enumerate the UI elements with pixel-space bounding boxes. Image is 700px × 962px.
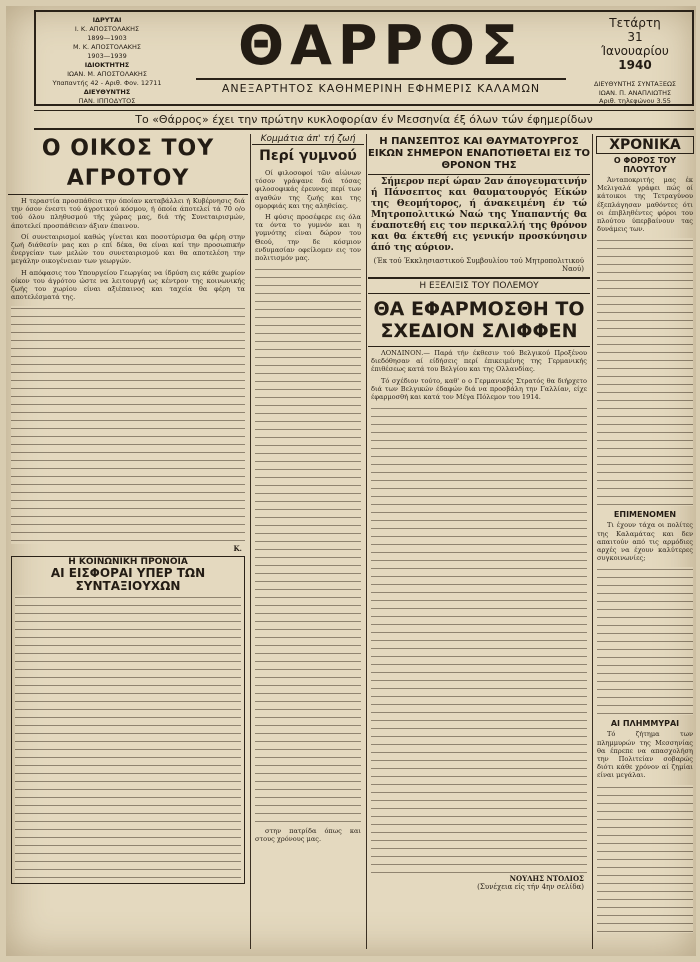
article-text-filler: [594, 783, 696, 933]
founder-2-years: 1903—1939: [87, 52, 127, 60]
article-text-filler: [368, 404, 590, 874]
day-number: 31: [627, 30, 643, 44]
founders-label: ΙΔΡΥΤΑΙ: [92, 16, 122, 24]
founder-1-years: 1899—1903: [87, 34, 127, 42]
lead-paragraph: Σήμερον περί ώραν 2αν άπογευματινήν ή Πάνσεπτος και θαυματουργός Είκών της Θεομήτορος, ή άνακειμένη έν τώ Μητροπολιτικώ Ναώ της Υπαπαντής θα έναποτεθή εις τον περικαλλή της θρόνον και θα έκτεθή εις γενικήν προσκύνησιν άπό της αύριον.: [371, 177, 587, 253]
column-rule: [366, 134, 367, 949]
box-koinoniki-pronoia: [11, 556, 245, 884]
war-kicker: Η ΕΞΕΛΙΞΙΣ ΤΟΥ ΠΟΛΕΜΟΥ: [368, 277, 590, 294]
column-eikon-polemos: [368, 134, 590, 954]
title-rule: [196, 78, 566, 80]
article-signature: ΝΟΥΛΗΣ ΝΤΟΛΙΟΣ: [509, 874, 584, 884]
article-paragraph: Η φύσις προσέφερε εις όλα τα όντα το γυμνόν και η γυμνότης είναι δώρον του Θεού, την δε κόσμιον ενδυμασίαν οφείλομεν εις τον πολιτισμόν μας.: [255, 213, 361, 263]
publisher-name: ΙΩΑΝ. Μ. ΑΠΟΣΤΟΛΑΚΗΣ: [67, 70, 147, 78]
article-paragraph: Οί φιλοσοφοί τῶν αἰώνων τόσον γράψανε διά τόσας φιλοσοφικάς έρευνας περί των αγαθών της ζωής και της ομορφιάς και της αληθείας.: [255, 169, 361, 210]
article-text-filler: [594, 236, 696, 506]
war-headline: ΘΑ ΕΦΑΡΜΟΣΘΗ ΤΟ ΣΧΕΔΙΟΝ ΣΛΙΦΦΕΝ: [368, 294, 590, 347]
article-paragraph: Η τεραστία προσπάθεια την όποίαν καταβάλλει ή Κυβέρνησις διά την όσον ένεστι τού άγροτικού κόσμου, ή όποία άποτελεί τά 70 ο/ο τού όλου πληθυσμού τής χώρας μας, διά τής Συνεταιρισμών, άποτελεί προσπάθειαν άξιαν έπαινου.: [11, 197, 245, 230]
article-paragraph: Τό σχέδιον τούτο, καθ' ο ο Γερμανικός Στρατός θα διήρχετο διά των Βελγικών έδαφών διά να προσβάλη την Γαλλίαν, είχε έφαρμοσθή και κατά τον Μέγα Πόλεμον του 1914.: [371, 376, 587, 402]
founder-1: Ι. Κ. ΑΠΟΣΤΟΛΑΚΗΣ: [74, 25, 140, 33]
headline-peri-gymnou: Περί γυμνού: [259, 148, 357, 164]
subhead-epimenomen: ΕΠΙΜΕΝΟΜΕΝ: [613, 510, 677, 520]
column-peri-gymnou: [252, 134, 364, 954]
section-chronika: ΧΡΟΝΙΚΑ: [596, 136, 694, 154]
circulation-banner: Το «Θάρρος» έχει την πρώτην κυκλοφορίαν έν Μεσσηνία έξ όλων τών έφημερίδων: [34, 110, 694, 130]
newspaper-subtitle: ΑΝΕΞΑΡΤΗΤΟΣ ΚΑΘΗΜΕΡΙΝΗ ΕΦΗΜΕΡΙΣ ΚΑΛΑΜΩΝ: [221, 82, 541, 95]
column-chronika: [594, 134, 696, 954]
publisher-address: Υπαπαντής 42 - Αριθ. Φον. 12711: [52, 79, 162, 87]
phone: Αριθ. τηλεφώνου 3.55: [599, 97, 671, 105]
article-paragraph: Άνταποκριτής μας έκ Μελιγαλά γράφει πώς οί κάτοικοι της Τετραγύνου έξεπλάγησαν μαθόντες ότι οι έπιβληθέντες φόροι του πλούτου ύπερβαίνουν τας δυνάμεις των.: [597, 176, 693, 234]
column-oikos-agrotou: [8, 134, 248, 954]
box-text-filler: [12, 593, 244, 883]
editor-name: ΙΩΑΝ. Π. ΑΝΑΠΛΙΩΤΗΣ: [598, 88, 672, 97]
lead-source: (Έκ τού Έκκλησιαστικού Συμβουλίου τού Μητροπολιτικού Ναού): [373, 257, 584, 273]
column-rule: [592, 134, 593, 949]
masthead: [34, 10, 694, 106]
month: Ίανουαρίου: [601, 44, 669, 58]
headline-oikos-agrotou: Ο ΟΙΚΟΣ ΤΟΥ ΑΓΡΟΤΟΥ: [8, 134, 248, 195]
subhead-foros: Ο ΦΟΡΟΣ ΤΟΥ ΠΛΟΥΤΟΥ: [613, 156, 677, 174]
article-paragraph: ΛΟΝΔΙΝΟΝ.— Παρά τήν έκθεσιν τού Βελγικού Προξένου διεδόθησαν αί είδήσεις περί έπικειμένης της Γερμανικής έπιθέσεως κατά του Βελγίου και της Ολλανδίας.: [371, 349, 587, 374]
newspaper-title: ΘΑΡΡΟΣ: [238, 14, 524, 77]
continued-note: (Συνέχεια είς τήν 4ην σελίδα): [477, 883, 584, 892]
article-paragraph: Τι έχουν τάχα οι πολίτες της Καλαμάτας και δεν απαιτούν από τις αρμόδιες αρχές να έχουν καλύτερες συγκοινωνίες;: [597, 521, 693, 563]
weekday: Τετάρτη: [609, 16, 661, 30]
founders-block: [42, 16, 172, 106]
box-kicker: Η ΚΟΙΝΩΝΙΚΗ ΠΡΟΝΟΙΑ: [68, 557, 188, 568]
director-name: ΠΑΝ. ΙΠΠΟΔΥΤΟΣ: [78, 97, 136, 105]
publisher-label: ΙΔΙΟΚΤΗΤΗΣ: [84, 61, 130, 69]
article-text-filler: [594, 565, 696, 715]
founder-2: Μ. Κ. ΑΠΟΣΤΟΛΑΚΗΣ: [73, 43, 141, 51]
article-paragraph: Οί συνεταιρισμοί καθώς γίνεται και ποσοτύρισμα θα φέρη στην ζωή διάθεσίν μας και ρ επί δέκα, θα είναι καί την προσωπικήν ένεργείαν των μελών του συνεταιρισμού και θα αποτελέση την μεγάλην οικογένειαν των γεωργών.: [11, 232, 245, 266]
article-signature: Κ.: [233, 544, 242, 554]
article-paragraph: Η απόφασις του Υπουργείου Γεωργίας να ίδρύση εις κάθε χωρίον οίκον του άγρότου ώστε να λειτουργή ως κέντρον της κοινωνικής ζωής του χωρίου είναι αξιέπαινος και ταχεία θα φέρη τα αποτελέσματά της.: [11, 268, 245, 302]
director-label: ΔΙΕΥΘΥΝΤΗΣ: [83, 88, 131, 96]
article-text-filler: [252, 265, 364, 825]
editor-label: ΔΙΕΥΘΥΝΤΗΣ ΣΥΝΤΑΞΕΩΣ: [593, 80, 677, 88]
date-block: [581, 16, 689, 106]
newspaper-page: [6, 6, 696, 956]
column-rule: [250, 134, 251, 949]
article-paragraph: Τό ζήτημα των πλημμυρών της Μεσσηνίας θα έπρεπε να απασχολήση την Πολιτείαν σοβαρώς διότι κάθε χρόνον αί ζημίαι είναι μεγάλαι.: [597, 730, 693, 780]
article-paragraph: στην πατρίδα όπως και στους χρόνους μας.: [255, 827, 361, 844]
year: 1940: [618, 58, 652, 72]
subhead-plimmyrai: ΑΙ ΠΛΗΜΜΥΡΑΙ: [610, 719, 680, 729]
article-text-filler: [8, 304, 248, 544]
box-headline: ΑΙ ΕΙΣΦΟΡΑΙ ΥΠΕΡ ΤΩΝ ΣΥΝΤΑΞΙΟΥΧΩΝ: [50, 566, 206, 594]
headline-eikon: Η ΠΑΝΣΕΠΤΟΣ ΚΑΙ ΘΑΥΜΑΤΟΥΡΓΟΣ ΕΙΚΩΝ ΣΗΜΕΡΟΝ ΕΝΑΠΟΤΙΘΕΤΑΙ ΕΙΣ ΤΟ ΘΡΟΝΟΝ ΤΗΣ: [368, 134, 590, 175]
kicker-kommatia: Κομμάτια άπ' τή ζωή: [252, 134, 364, 145]
